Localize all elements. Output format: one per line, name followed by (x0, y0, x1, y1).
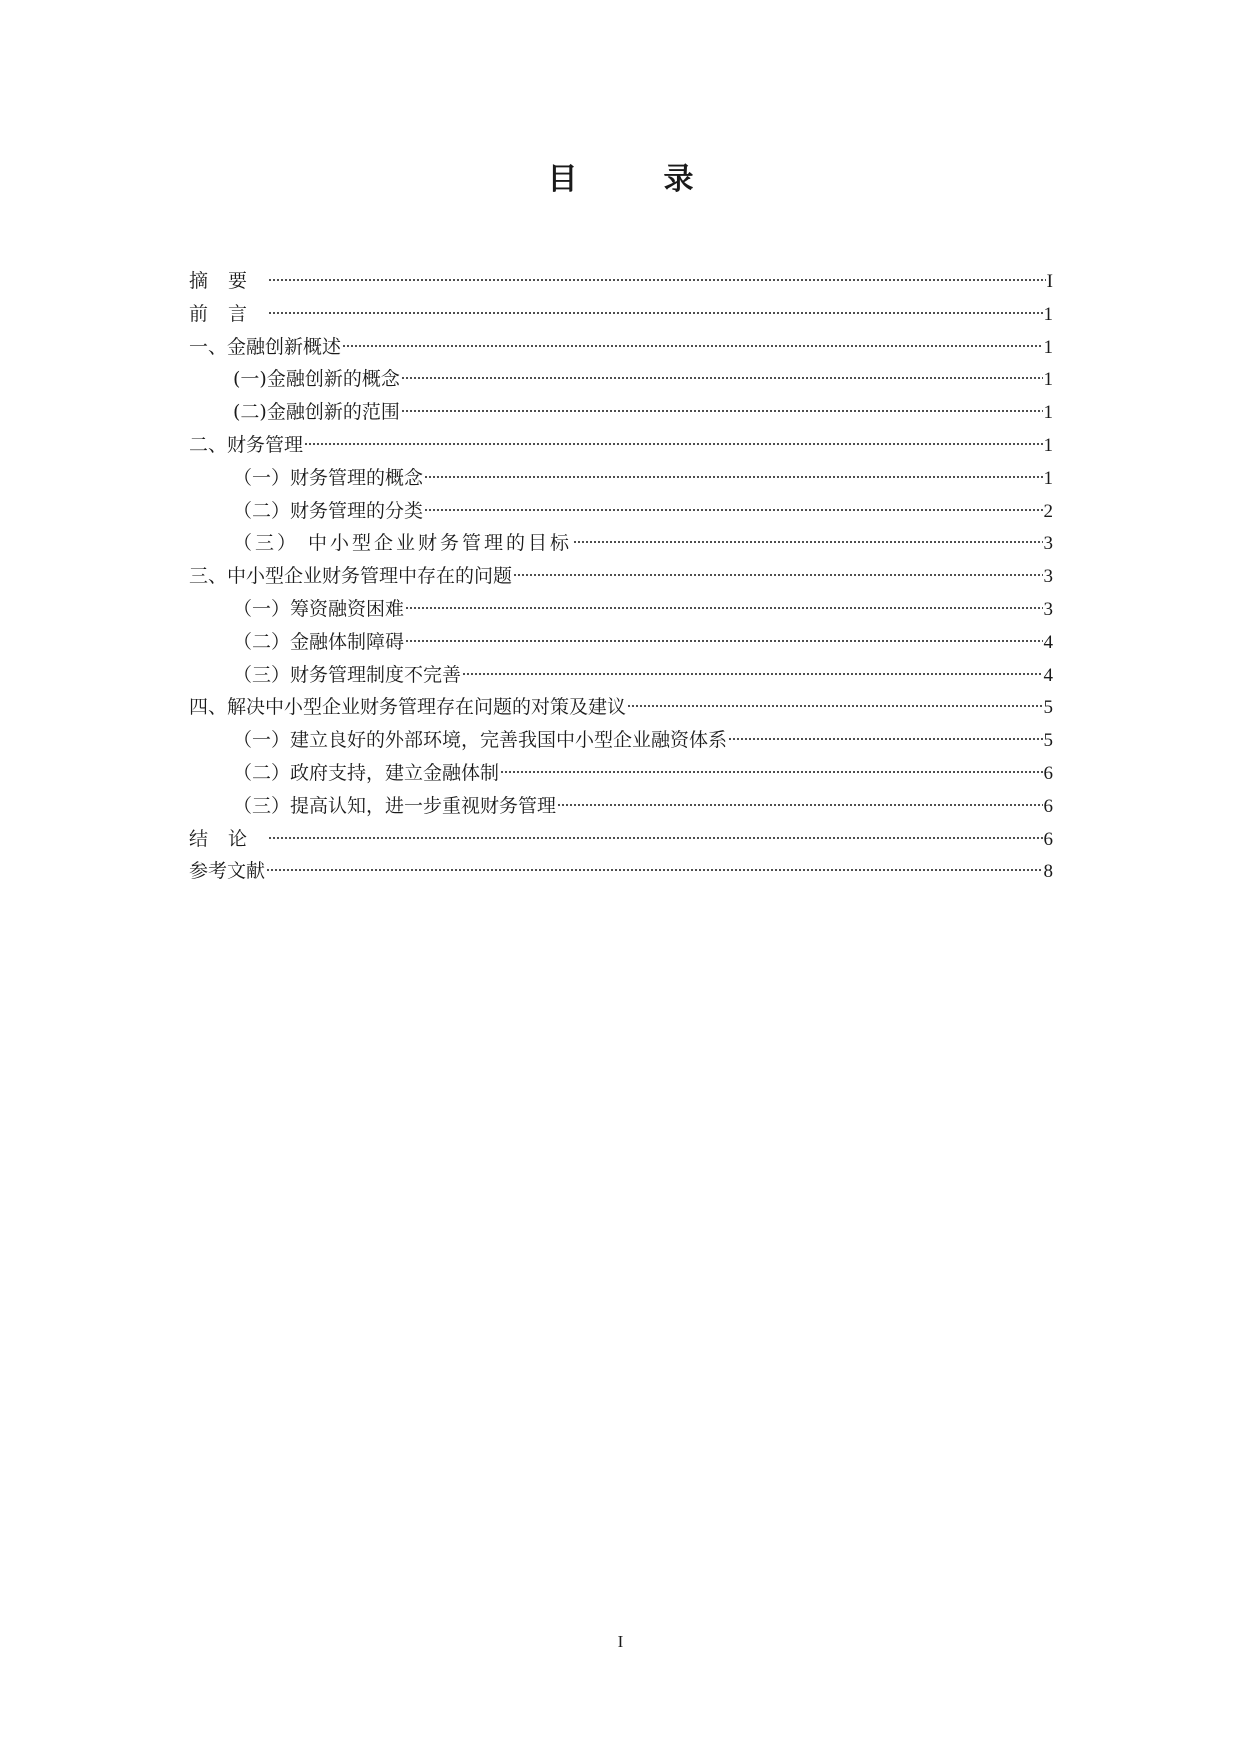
toc-entry-label: （一）财务管理的概念 (233, 466, 424, 489)
toc-entry-page: 6 (1043, 828, 1053, 850)
table-of-contents (189, 265, 1053, 888)
toc-entry-section-1-1[interactable] (189, 363, 1053, 396)
toc-entry-section-4-1[interactable] (189, 724, 1053, 757)
toc-entry-page: 1 (1043, 402, 1053, 424)
toc-entry-page: 4 (1043, 631, 1053, 653)
toc-dot-leader (268, 311, 1042, 315)
toc-dot-leader (401, 376, 1043, 380)
toc-entry-page: 1 (1043, 336, 1053, 358)
toc-entry-chapter-1[interactable] (189, 331, 1053, 364)
toc-dot-leader (500, 770, 1042, 774)
toc-dot-leader (424, 508, 1042, 512)
toc-entry-label: (二)金融创新的范围 (233, 401, 400, 424)
toc-entry-page: 1 (1043, 369, 1053, 391)
toc-entry-section-4-2[interactable] (189, 757, 1053, 790)
page-title: 目 录 (547, 162, 722, 197)
toc-entry-label: （三） 中小型企业财务管理的目标 (233, 532, 573, 555)
toc-entry-label: 参考文献 (189, 860, 266, 883)
toc-entry-page: 5 (1043, 697, 1053, 719)
toc-entry-section-4-3[interactable] (189, 790, 1053, 823)
toc-entry-label: （二）财务管理的分类 (233, 499, 424, 522)
toc-entry-conclusion[interactable] (189, 823, 1053, 856)
toc-dot-leader (342, 344, 1042, 348)
toc-entry-label: 四、解决中小型企业财务管理存在问题的对策及建议 (189, 696, 627, 719)
toc-entry-section-2-3[interactable] (189, 527, 1053, 560)
toc-dot-leader (462, 672, 1042, 676)
toc-entry-page: I (1046, 271, 1053, 292)
toc-entry-section-3-2[interactable] (189, 626, 1053, 659)
toc-dot-leader (304, 442, 1042, 446)
toc-entry-section-1-2[interactable] (189, 396, 1053, 429)
toc-entry-label: （一）筹资融资困难 (233, 597, 405, 620)
toc-entry-page: 3 (1043, 533, 1053, 555)
toc-dot-leader (573, 540, 1042, 544)
toc-dot-leader (266, 868, 1042, 872)
toc-dot-leader (728, 737, 1042, 741)
toc-entry-chapter-2[interactable] (189, 429, 1053, 462)
toc-entry-page: 1 (1043, 434, 1053, 456)
toc-entry-page: 1 (1043, 467, 1053, 489)
toc-entry-section-2-1[interactable] (189, 462, 1053, 495)
toc-entry-label: （三）提高认知，进一步重视财务管理 (233, 794, 557, 817)
toc-entry-page: 6 (1043, 762, 1053, 784)
toc-entry-label: 前言 (189, 302, 268, 325)
toc-dot-leader (268, 836, 1042, 840)
toc-entry-page: 5 (1043, 730, 1053, 752)
toc-entry-references[interactable] (189, 855, 1053, 888)
toc-entry-label: 三、中小型企业财务管理中存在的问题 (189, 565, 513, 588)
toc-entry-label: （三）财务管理制度不完善 (233, 663, 462, 686)
toc-entry-page: 3 (1043, 566, 1053, 588)
toc-entry-abstract[interactable] (189, 265, 1053, 298)
toc-dot-leader (405, 606, 1042, 610)
toc-entry-label: 结论 (189, 827, 268, 850)
toc-entry-label: 一、金融创新概述 (189, 335, 342, 358)
toc-entry-page: 2 (1043, 500, 1053, 522)
toc-entry-page: 4 (1043, 664, 1053, 686)
toc-dot-leader (424, 475, 1042, 479)
toc-entry-page: 1 (1043, 303, 1053, 325)
toc-entry-section-3-1[interactable] (189, 593, 1053, 626)
toc-dot-leader (268, 278, 1046, 282)
toc-entry-chapter-4[interactable] (189, 691, 1053, 724)
toc-entry-label: (一)金融创新的概念 (233, 368, 400, 391)
toc-entry-label: （二）政府支持，建立金融体制 (233, 761, 500, 784)
toc-entry-page: 3 (1043, 598, 1053, 620)
toc-dot-leader (513, 573, 1042, 577)
toc-entry-label: 摘要 (189, 270, 268, 292)
toc-entry-label: （二）金融体制障碍 (233, 630, 405, 653)
toc-entry-page: 6 (1043, 795, 1053, 817)
toc-dot-leader (557, 803, 1042, 807)
toc-dot-leader (405, 639, 1042, 643)
toc-entry-preface[interactable] (189, 298, 1053, 331)
toc-entry-chapter-3[interactable] (189, 560, 1053, 593)
toc-dot-leader (401, 409, 1043, 413)
toc-dot-leader (627, 704, 1042, 708)
toc-entry-page: 8 (1043, 861, 1053, 883)
page-number: I (617, 1632, 624, 1651)
toc-entry-label: 二、财务管理 (189, 433, 304, 456)
toc-entry-section-3-3[interactable] (189, 659, 1053, 692)
toc-entry-label: （一）建立良好的外部环境，完善我国中小型企业融资体系 (233, 729, 728, 752)
toc-entry-section-2-2[interactable] (189, 495, 1053, 528)
